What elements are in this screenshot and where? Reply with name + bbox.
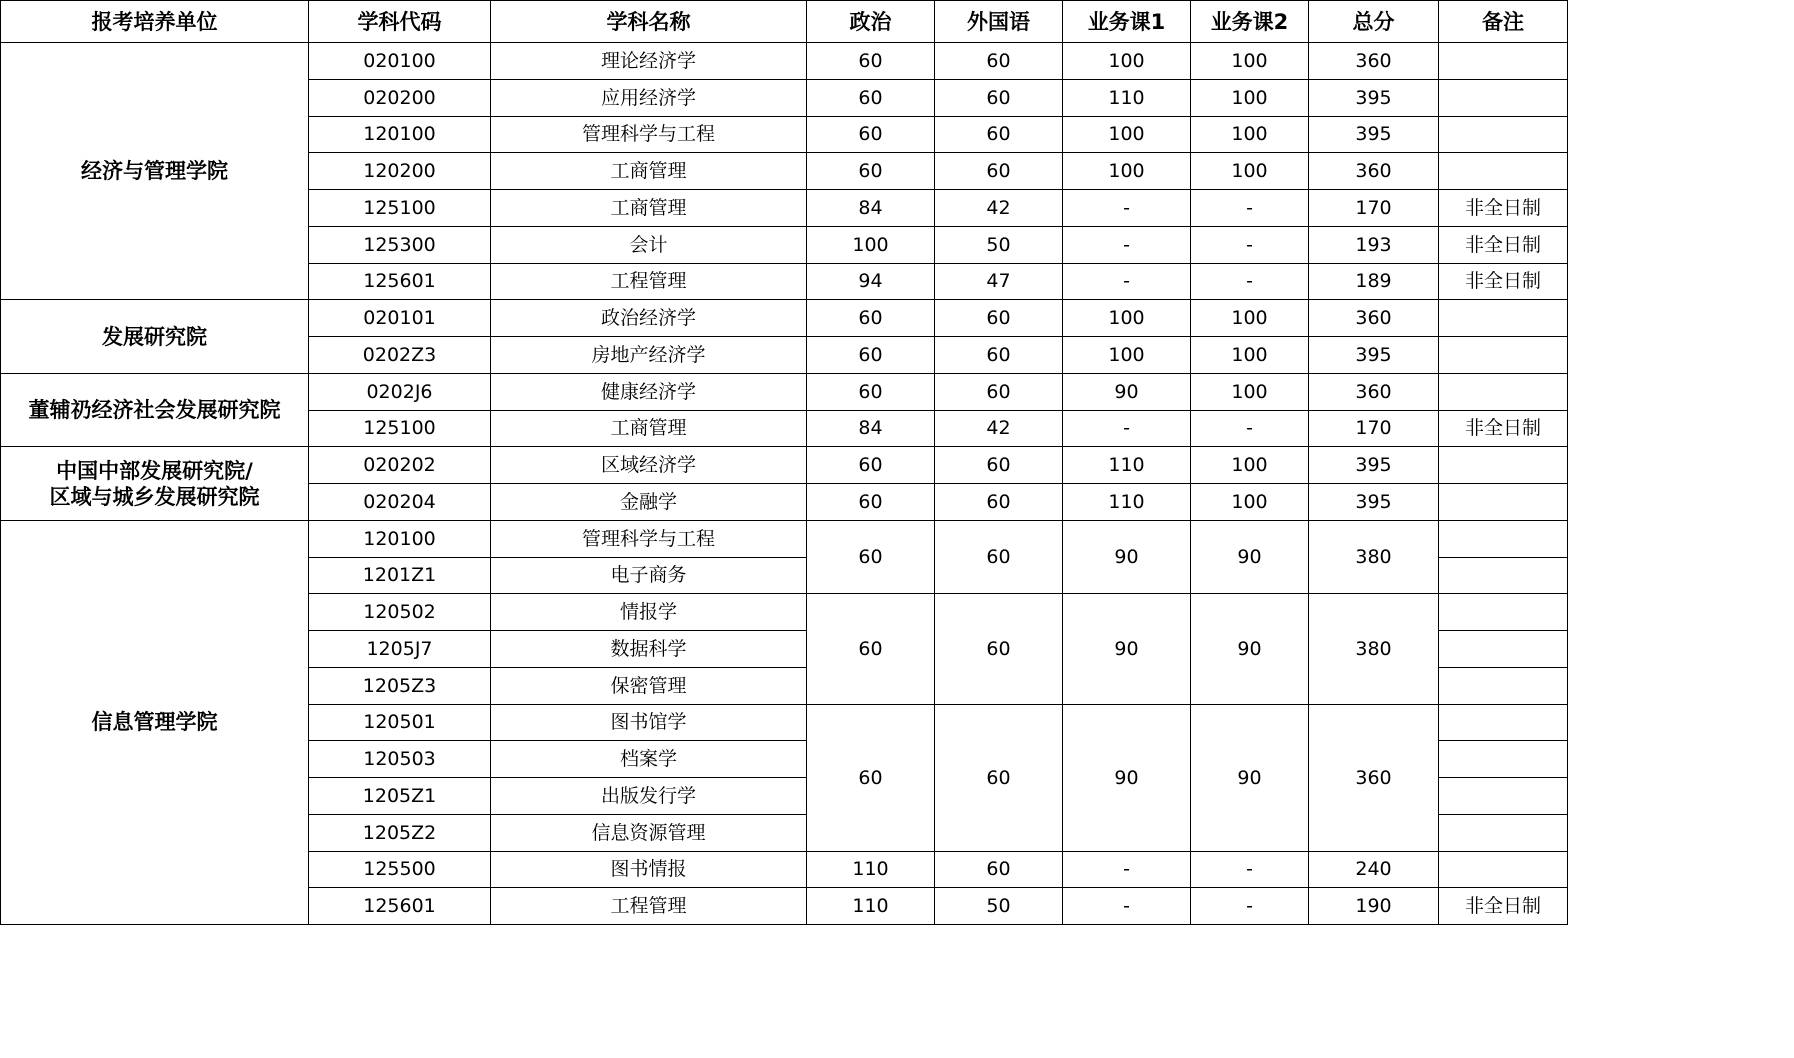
table-row bbox=[1, 373, 1568, 410]
politics-cell: 60 bbox=[807, 337, 935, 374]
course1-cell: 90 bbox=[1063, 704, 1191, 851]
unit-name: 发展研究院 bbox=[102, 324, 207, 349]
header-course2: 业务课2 bbox=[1191, 1, 1309, 43]
code-cell: 120100 bbox=[309, 116, 491, 153]
note-cell bbox=[1439, 300, 1568, 337]
header-code: 学科代码 bbox=[309, 1, 491, 43]
code-cell: 0202J6 bbox=[309, 373, 491, 410]
note-cell bbox=[1439, 557, 1568, 594]
unit-name: 区域与城乡发展研究院 bbox=[49, 484, 260, 509]
course1-cell: - bbox=[1063, 851, 1191, 888]
course2-cell: 100 bbox=[1191, 79, 1309, 116]
foreign-cell: 60 bbox=[935, 79, 1063, 116]
note-cell bbox=[1439, 484, 1568, 521]
politics-cell: 110 bbox=[807, 851, 935, 888]
note-cell: 非全日制 bbox=[1439, 190, 1568, 227]
foreign-cell: 60 bbox=[935, 116, 1063, 153]
name-cell: 档案学 bbox=[491, 741, 807, 778]
header-row bbox=[1, 1, 1568, 43]
name-cell: 信息资源管理 bbox=[491, 814, 807, 851]
total-cell: 380 bbox=[1309, 520, 1439, 594]
unit-name: 董辅礽经济社会发展研究院 bbox=[28, 398, 281, 422]
unit-cell bbox=[1, 43, 309, 300]
header-total: 总分 bbox=[1309, 1, 1439, 43]
politics-cell: 60 bbox=[807, 373, 935, 410]
total-cell: 360 bbox=[1309, 373, 1439, 410]
note-cell bbox=[1439, 373, 1568, 410]
name-cell: 理论经济学 bbox=[491, 43, 807, 80]
name-cell: 管理科学与工程 bbox=[491, 520, 807, 557]
course1-cell: - bbox=[1063, 888, 1191, 925]
note-cell bbox=[1439, 667, 1568, 704]
note-cell bbox=[1439, 631, 1568, 668]
name-cell: 工商管理 bbox=[491, 190, 807, 227]
total-cell: 240 bbox=[1309, 851, 1439, 888]
politics-cell: 60 bbox=[807, 520, 935, 594]
politics-cell: 84 bbox=[807, 190, 935, 227]
course2-cell: 100 bbox=[1191, 116, 1309, 153]
note-cell bbox=[1439, 594, 1568, 631]
code-cell: 120100 bbox=[309, 520, 491, 557]
politics-cell: 100 bbox=[807, 226, 935, 263]
name-cell: 情报学 bbox=[491, 594, 807, 631]
course1-cell: 90 bbox=[1063, 373, 1191, 410]
course2-cell: 90 bbox=[1191, 520, 1309, 594]
name-cell: 电子商务 bbox=[491, 557, 807, 594]
name-cell: 应用经济学 bbox=[491, 79, 807, 116]
name-cell: 金融学 bbox=[491, 484, 807, 521]
note-cell: 非全日制 bbox=[1439, 226, 1568, 263]
foreign-cell: 60 bbox=[935, 153, 1063, 190]
foreign-cell: 42 bbox=[935, 190, 1063, 227]
foreign-cell: 60 bbox=[935, 851, 1063, 888]
course1-cell: - bbox=[1063, 226, 1191, 263]
course2-cell: - bbox=[1191, 851, 1309, 888]
code-cell: 125601 bbox=[309, 888, 491, 925]
note-cell bbox=[1439, 741, 1568, 778]
code-cell: 0202Z3 bbox=[309, 337, 491, 374]
course2-cell: 90 bbox=[1191, 594, 1309, 704]
course2-cell: - bbox=[1191, 190, 1309, 227]
foreign-cell: 60 bbox=[935, 43, 1063, 80]
politics-cell: 94 bbox=[807, 263, 935, 300]
note-cell bbox=[1439, 153, 1568, 190]
course2-cell: 100 bbox=[1191, 373, 1309, 410]
foreign-cell: 60 bbox=[935, 594, 1063, 704]
course2-cell: - bbox=[1191, 226, 1309, 263]
total-cell: 395 bbox=[1309, 79, 1439, 116]
politics-cell: 60 bbox=[807, 704, 935, 851]
unit-name: 经济与管理学院 bbox=[81, 159, 228, 184]
name-cell: 会计 bbox=[491, 226, 807, 263]
note-cell bbox=[1439, 79, 1568, 116]
note-cell bbox=[1439, 814, 1568, 851]
foreign-cell: 60 bbox=[935, 337, 1063, 374]
total-cell: 395 bbox=[1309, 116, 1439, 153]
name-cell: 数据科学 bbox=[491, 631, 807, 668]
code-cell: 1205Z1 bbox=[309, 778, 491, 815]
header-foreign: 外国语 bbox=[935, 1, 1063, 43]
note-cell bbox=[1439, 116, 1568, 153]
course1-cell: 100 bbox=[1063, 337, 1191, 374]
code-cell: 120501 bbox=[309, 704, 491, 741]
header-unit: 报考培养单位 bbox=[1, 1, 309, 43]
header-politics: 政治 bbox=[807, 1, 935, 43]
politics-cell: 110 bbox=[807, 888, 935, 925]
foreign-cell: 60 bbox=[935, 484, 1063, 521]
name-cell: 保密管理 bbox=[491, 667, 807, 704]
politics-cell: 60 bbox=[807, 153, 935, 190]
note-cell bbox=[1439, 520, 1568, 557]
total-cell: 360 bbox=[1309, 43, 1439, 80]
course1-cell: 100 bbox=[1063, 300, 1191, 337]
code-cell: 125100 bbox=[309, 410, 491, 447]
code-cell: 020200 bbox=[309, 79, 491, 116]
unit-cell bbox=[1, 520, 309, 924]
name-cell: 健康经济学 bbox=[491, 373, 807, 410]
total-cell: 395 bbox=[1309, 484, 1439, 521]
table-row bbox=[1, 520, 1568, 557]
code-cell: 020204 bbox=[309, 484, 491, 521]
name-cell: 政治经济学 bbox=[491, 300, 807, 337]
foreign-cell: 50 bbox=[935, 226, 1063, 263]
total-cell: 170 bbox=[1309, 410, 1439, 447]
course2-cell: - bbox=[1191, 263, 1309, 300]
code-cell: 120503 bbox=[309, 741, 491, 778]
course1-cell: - bbox=[1063, 263, 1191, 300]
course2-cell: - bbox=[1191, 410, 1309, 447]
total-cell: 360 bbox=[1309, 704, 1439, 851]
note-cell bbox=[1439, 778, 1568, 815]
foreign-cell: 50 bbox=[935, 888, 1063, 925]
total-cell: 395 bbox=[1309, 447, 1439, 484]
code-cell: 125300 bbox=[309, 226, 491, 263]
course1-cell: 90 bbox=[1063, 594, 1191, 704]
course1-cell: - bbox=[1063, 190, 1191, 227]
note-cell bbox=[1439, 704, 1568, 741]
table-row bbox=[1, 300, 1568, 337]
total-cell: 395 bbox=[1309, 337, 1439, 374]
politics-cell: 60 bbox=[807, 79, 935, 116]
total-cell: 170 bbox=[1309, 190, 1439, 227]
note-cell bbox=[1439, 851, 1568, 888]
code-cell: 020101 bbox=[309, 300, 491, 337]
course1-cell: 90 bbox=[1063, 520, 1191, 594]
note-cell: 非全日制 bbox=[1439, 888, 1568, 925]
course1-cell: 110 bbox=[1063, 79, 1191, 116]
unit-name: 中国中部发展研究院/ bbox=[56, 458, 253, 483]
name-cell: 工程管理 bbox=[491, 263, 807, 300]
code-cell: 020202 bbox=[309, 447, 491, 484]
course2-cell: 100 bbox=[1191, 484, 1309, 521]
foreign-cell: 47 bbox=[935, 263, 1063, 300]
total-cell: 190 bbox=[1309, 888, 1439, 925]
name-cell: 图书情报 bbox=[491, 851, 807, 888]
course2-cell: 90 bbox=[1191, 704, 1309, 851]
foreign-cell: 42 bbox=[935, 410, 1063, 447]
course1-cell: 110 bbox=[1063, 447, 1191, 484]
code-cell: 120502 bbox=[309, 594, 491, 631]
table-row bbox=[1, 447, 1568, 484]
note-cell bbox=[1439, 43, 1568, 80]
name-cell: 工商管理 bbox=[491, 410, 807, 447]
course1-cell: - bbox=[1063, 410, 1191, 447]
note-cell bbox=[1439, 337, 1568, 374]
name-cell: 出版发行学 bbox=[491, 778, 807, 815]
politics-cell: 60 bbox=[807, 594, 935, 704]
course1-cell: 100 bbox=[1063, 153, 1191, 190]
header-name: 学科名称 bbox=[491, 1, 807, 43]
foreign-cell: 60 bbox=[935, 704, 1063, 851]
politics-cell: 60 bbox=[807, 116, 935, 153]
table-row bbox=[1, 43, 1568, 80]
course1-cell: 100 bbox=[1063, 116, 1191, 153]
course2-cell: 100 bbox=[1191, 300, 1309, 337]
code-cell: 125500 bbox=[309, 851, 491, 888]
name-cell: 房地产经济学 bbox=[491, 337, 807, 374]
total-cell: 360 bbox=[1309, 300, 1439, 337]
unit-cell bbox=[1, 300, 309, 374]
total-cell: 360 bbox=[1309, 153, 1439, 190]
header-note: 备注 bbox=[1439, 1, 1568, 43]
politics-cell: 84 bbox=[807, 410, 935, 447]
name-cell: 工商管理 bbox=[491, 153, 807, 190]
header-course1: 业务课1 bbox=[1063, 1, 1191, 43]
course2-cell: 100 bbox=[1191, 43, 1309, 80]
course2-cell: 100 bbox=[1191, 153, 1309, 190]
note-cell: 非全日制 bbox=[1439, 410, 1568, 447]
total-cell: 189 bbox=[1309, 263, 1439, 300]
code-cell: 125601 bbox=[309, 263, 491, 300]
name-cell: 工程管理 bbox=[491, 888, 807, 925]
note-cell bbox=[1439, 447, 1568, 484]
course1-cell: 100 bbox=[1063, 43, 1191, 80]
foreign-cell: 60 bbox=[935, 520, 1063, 594]
politics-cell: 60 bbox=[807, 43, 935, 80]
note-cell: 非全日制 bbox=[1439, 263, 1568, 300]
total-cell: 380 bbox=[1309, 594, 1439, 704]
total-cell: 193 bbox=[1309, 226, 1439, 263]
name-cell: 图书馆学 bbox=[491, 704, 807, 741]
course2-cell: 100 bbox=[1191, 337, 1309, 374]
name-cell: 区域经济学 bbox=[491, 447, 807, 484]
code-cell: 1201Z1 bbox=[309, 557, 491, 594]
code-cell: 125100 bbox=[309, 190, 491, 227]
unit-cell bbox=[1, 373, 309, 447]
foreign-cell: 60 bbox=[935, 300, 1063, 337]
code-cell: 120200 bbox=[309, 153, 491, 190]
unit-name: 信息管理学院 bbox=[91, 710, 218, 735]
code-cell: 1205Z2 bbox=[309, 814, 491, 851]
politics-cell: 60 bbox=[807, 484, 935, 521]
table-body bbox=[1, 43, 1568, 925]
unit-cell bbox=[1, 447, 309, 521]
code-cell: 1205J7 bbox=[309, 631, 491, 668]
code-cell: 1205Z3 bbox=[309, 667, 491, 704]
politics-cell: 60 bbox=[807, 447, 935, 484]
politics-cell: 60 bbox=[807, 300, 935, 337]
course2-cell: 100 bbox=[1191, 447, 1309, 484]
foreign-cell: 60 bbox=[935, 373, 1063, 410]
code-cell: 020100 bbox=[309, 43, 491, 80]
foreign-cell: 60 bbox=[935, 447, 1063, 484]
course2-cell: - bbox=[1191, 888, 1309, 925]
course1-cell: 110 bbox=[1063, 484, 1191, 521]
name-cell: 管理科学与工程 bbox=[491, 116, 807, 153]
